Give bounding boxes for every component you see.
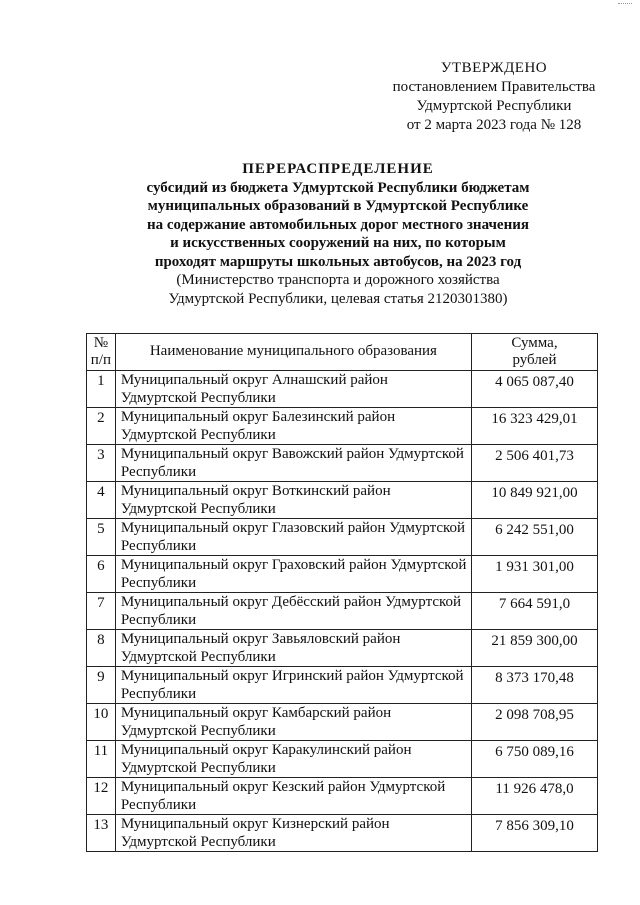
subsidy-amount: 11 926 478,0 — [495, 781, 574, 797]
row-number: 6 — [97, 558, 105, 574]
subsidy-amount: 21 859 300,00 — [491, 633, 578, 649]
subsidy-amount: 6 242 551,00 — [495, 522, 574, 538]
table-header-row — [87, 334, 598, 371]
column-header-sum — [471, 334, 597, 371]
row-number: 1 — [97, 373, 105, 389]
municipality-name: Муниципальный округ Алнашский район Удмуртской Республики — [120, 372, 388, 406]
row-number: 7 — [97, 595, 105, 611]
table-row — [87, 667, 598, 704]
approval-line: постановлением Правительства — [392, 79, 596, 95]
subsidy-amount: 7 856 309,10 — [495, 818, 574, 834]
municipality-name: Муниципальный округ Завьяловский район Удмуртской Республики — [120, 631, 401, 665]
table-row — [87, 519, 598, 556]
table-row — [87, 482, 598, 519]
approval-line: от 2 марта 2023 года № 128 — [406, 117, 582, 133]
municipality-name: Муниципальный округ Кизнерский район Удмуртской Республики — [120, 816, 390, 850]
subsidy-amount: 16 323 429,01 — [491, 411, 578, 427]
table-row — [87, 593, 598, 630]
row-number: 4 — [97, 484, 105, 500]
table-row — [87, 778, 598, 815]
municipality-name: Муниципальный округ Камбарский район Удмуртской Республики — [120, 705, 392, 739]
approval-stamp — [386, 59, 602, 135]
subsidy-amount: 10 849 921,00 — [491, 485, 578, 501]
header-text: п/п — [90, 352, 112, 368]
table-row — [87, 815, 598, 852]
subsidy-amount: 4 065 087,40 — [495, 374, 574, 390]
scan-mark — [618, 0, 632, 4]
municipality-name: Муниципальный округ Воткинский район Удмуртской Республики — [120, 483, 391, 517]
table-row — [87, 556, 598, 593]
municipality-name: Муниципальный округ Дебёсский район Удмуртской Республики — [120, 594, 462, 628]
municipality-name: Муниципальный округ Кезский район Удмуртской Республики — [120, 779, 446, 813]
municipality-name: Муниципальный округ Балезинский район Удмуртской Республики — [120, 409, 396, 443]
title-line: на содержание автомобильных дорог местного значения — [147, 216, 529, 233]
column-header-name: Наименование муниципального образования — [115, 334, 471, 371]
table-row — [87, 371, 598, 408]
row-number: 13 — [93, 817, 109, 833]
document-title — [120, 160, 556, 308]
approval-line: Удмуртской Республики — [416, 98, 572, 114]
subsidy-amount: 2 506 401,73 — [495, 448, 574, 464]
row-number: 10 — [93, 706, 109, 722]
table-row — [87, 630, 598, 667]
title-line: и искусственных сооружений на них, по которым — [170, 235, 506, 251]
header-text: № — [93, 334, 109, 351]
subsidy-amount: 1 931 301,00 — [495, 559, 574, 575]
row-number: 11 — [93, 743, 109, 759]
title-line: проходят маршруты школьных автобусов, на 2023 год — [154, 253, 522, 270]
row-number: 3 — [97, 447, 105, 463]
table-row — [87, 741, 598, 778]
approval-heading: УТВЕРЖДЕНО — [440, 60, 548, 76]
row-number: 12 — [93, 780, 109, 796]
municipality-name: Муниципальный округ Игринский район Удмуртской Республики — [120, 668, 464, 702]
subsidy-amount: 2 098 708,95 — [495, 707, 574, 723]
title-line: субсидий из бюджета Удмуртской Республики бюджетам — [146, 179, 530, 196]
title-main: ПЕРЕРАСПРЕДЕЛЕНИЕ — [242, 161, 434, 177]
header-text: Сумма, — [511, 334, 558, 351]
subsidy-amount: 7 664 591,0 — [498, 596, 571, 612]
header-text: рублей — [512, 352, 557, 368]
row-number: 8 — [97, 632, 105, 648]
municipality-name: Муниципальный округ Граховский район Удмуртской Республики — [120, 557, 467, 591]
municipality-name: Муниципальный округ Вавожский район Удмуртской Республики — [120, 446, 464, 480]
row-number: 5 — [97, 521, 105, 537]
subsidy-amount: 8 373 170,48 — [495, 670, 574, 686]
municipality-name: Муниципальный округ Каракулинский район Удмуртской Республики — [120, 742, 412, 776]
title-subline: Удмуртской Республики, целевая статья 2120301380) — [168, 290, 508, 307]
title-subline: (Министерство транспорта и дорожного хозяйства — [176, 272, 500, 288]
title-line: муниципальных образований в Удмуртской Республике — [147, 198, 529, 214]
table-row — [87, 704, 598, 741]
municipality-name: Муниципальный округ Глазовский район Удмуртской Республики — [120, 520, 466, 554]
table-row — [87, 445, 598, 482]
subsidy-table — [86, 333, 598, 852]
row-number: 9 — [97, 669, 105, 685]
row-number: 2 — [97, 410, 105, 426]
table-row — [87, 408, 598, 445]
column-header-number — [87, 334, 116, 371]
subsidy-amount: 6 750 089,16 — [495, 744, 574, 760]
